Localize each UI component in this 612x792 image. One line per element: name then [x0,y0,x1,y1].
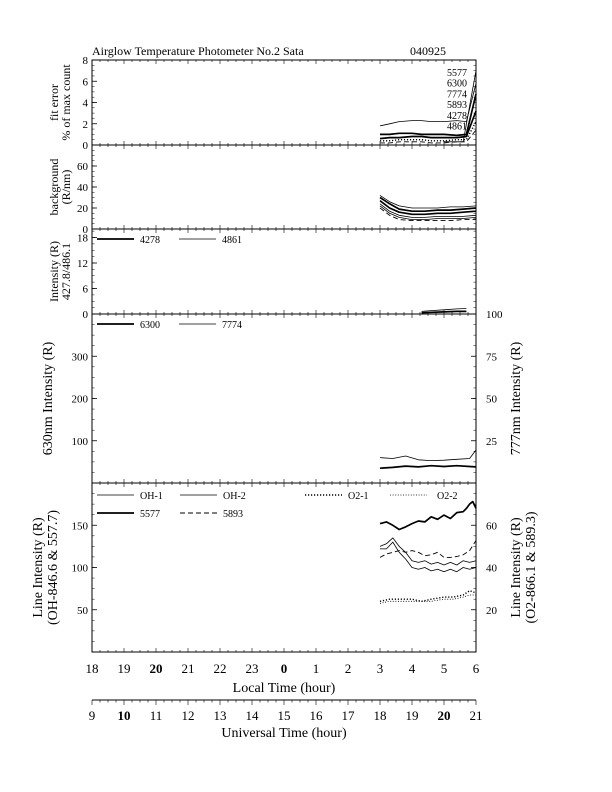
universal-time-axis-tick-label: 15 [277,708,291,723]
background-ytick-label: 20 [77,203,88,215]
line-intensity-series-oh-1 [380,542,476,572]
line-intensity-ytick-right-label: 60 [486,520,497,533]
line-intensity-ytick-right-label: 20 [486,604,497,617]
fit-error-legend-4278: 4278 [447,110,467,122]
local-time-axis-tick-label: 18 [85,661,99,676]
local-time-axis-tick-label: 3 [376,661,384,676]
fit-error-legend-5893: 5893 [447,100,467,112]
red-lines-ytick-label: 100 [71,435,88,448]
fit-error-frame [92,60,476,145]
blue-lines-legend-4278: 4278 [140,235,160,246]
blue-lines-ytick-label: 6 [82,283,88,296]
red-lines-legend-7774: 7774 [222,320,242,331]
fit-error-ytick-label: 8 [82,55,88,67]
red-lines-series-6300 [380,466,476,469]
blue-lines-ylabel: Intensity (R) [47,241,61,302]
universal-time-axis-tick-label: 13 [213,708,227,723]
fit-error-ylabel: fit error [47,84,61,121]
blue-lines-ytick-label: 12 [77,258,88,270]
fit-error-ytick-label: 0 [82,140,88,152]
chart-title: Airglow Temperature Photometer No.2 Sata [92,44,304,58]
local-time-axis-tick-label: 0 [280,661,288,676]
red-lines-series-7774 [380,450,476,461]
local-time-axis-tick-label: 20 [149,661,163,676]
blue-lines-ytick-label: 18 [77,232,88,245]
red-lines-ytick-right-label: 75 [486,351,497,364]
fit-error-ytick-label: 2 [82,118,88,131]
universal-time-axis-tick-label: 21 [469,708,483,723]
red-lines-legend-6300: 6300 [140,320,160,331]
red-lines-ylabel: 630nm Intensity (R) [41,341,56,456]
blue-lines-ylabel: 427.8/486.1 [59,242,73,301]
universal-time-axis-tick-label: 17 [341,708,355,723]
background-ytick-label: 60 [77,161,88,173]
local-time-axis-tick-label: 4 [408,661,416,676]
red-lines-frame [92,314,476,483]
line-intensity-legend-oh-2: OH-2 [223,491,246,502]
local-time-axis-tick-label: 23 [245,661,259,676]
line-intensity-series-5893 [380,541,476,558]
background-frame [92,145,476,229]
blue-lines-ytick-label: 0 [82,309,88,321]
local-time-axis-tick-label: 2 [344,661,352,676]
line-intensity-ytick-label: 50 [77,604,88,617]
universal-time-axis-tick-label: 19 [405,708,419,723]
universal-time-axis-tick-label: 9 [88,708,96,723]
background-ytick-label: 40 [77,182,88,194]
universal-time-axis-label: Universal Time (hour) [221,726,347,741]
line-intensity-ylabel-right: (O2-866.1 & 589.3) [524,511,539,624]
local-time-axis-tick-label: 6 [472,661,480,676]
line-intensity-ylabel: Line Intensity (R) [31,517,46,618]
background-ytick-label: 0 [82,224,88,236]
line-intensity-legend-o2-1: O2-1 [348,491,369,502]
local-time-axis-label: Local Time (hour) [232,681,336,696]
local-time-axis-tick-label: 19 [117,661,131,676]
fit-error-ylabel: % of max count [59,64,73,141]
blue-lines-legend-4861: 4861 [222,235,242,246]
blue-lines-series-4278 [422,311,467,312]
local-time-axis-tick-label: 1 [312,661,320,676]
line-intensity-ytick-label: 100 [71,562,88,575]
red-lines-ylabel-right: 777nm Intensity (R) [509,341,524,456]
red-lines-ytick-right-label: 25 [486,435,497,448]
chart-date: 040925 [410,44,446,58]
universal-time-axis-tick-label: 12 [181,708,195,723]
universal-time-axis-tick-label: 18 [373,708,387,723]
line-intensity-series-oh-2 [380,538,476,565]
fit-error-legend-4861: 4861 [447,121,467,133]
universal-time-axis-tick-label: 20 [437,708,451,723]
line-intensity-legend-oh-1: OH-1 [140,491,163,502]
universal-time-axis-tick-label: 10 [117,708,131,723]
fit-error-legend-7774: 7774 [447,89,467,101]
line-intensity-ytick-right-label: 40 [486,562,497,575]
line-intensity-series-5577 [380,502,476,530]
fit-error-ytick-label: 4 [82,97,88,110]
line-intensity-legend-5577: 5577 [140,509,160,520]
red-lines-ytick-right-label: 50 [486,393,497,406]
red-lines-ytick-label: 300 [71,351,88,364]
universal-time-axis-tick-label: 14 [245,708,259,723]
background-series-bg-1 [380,198,476,212]
background-ylabel: background [47,158,61,216]
fit-error-ytick-label: 6 [82,76,88,89]
universal-time-axis-tick-label: 11 [149,708,163,723]
line-intensity-legend-o2-2: O2-2 [437,491,458,502]
line-intensity-legend-5893: 5893 [223,509,243,520]
red-lines-ytick-label: 200 [71,393,88,406]
local-time-axis-tick-label: 21 [181,661,195,676]
line-intensity-series-o2-1 [380,591,476,602]
line-intensity-ylabel-right: Line Intensity (R) [509,517,524,618]
local-time-axis-tick-label: 5 [440,661,448,676]
fit-error-legend-6300: 6300 [447,78,467,90]
background-series-bg-2 [380,201,476,215]
line-intensity-ylabel: (OH-846.6 & 557.7) [46,509,61,626]
red-lines-ytick-right-label: 100 [486,309,503,321]
local-time-axis-tick-label: 22 [213,661,227,676]
universal-time-axis-tick-label: 16 [309,708,323,723]
background-ylabel: (R/nm) [59,169,73,205]
fit-error-legend-5577: 5577 [447,68,467,79]
line-intensity-ytick-label: 150 [71,520,88,533]
